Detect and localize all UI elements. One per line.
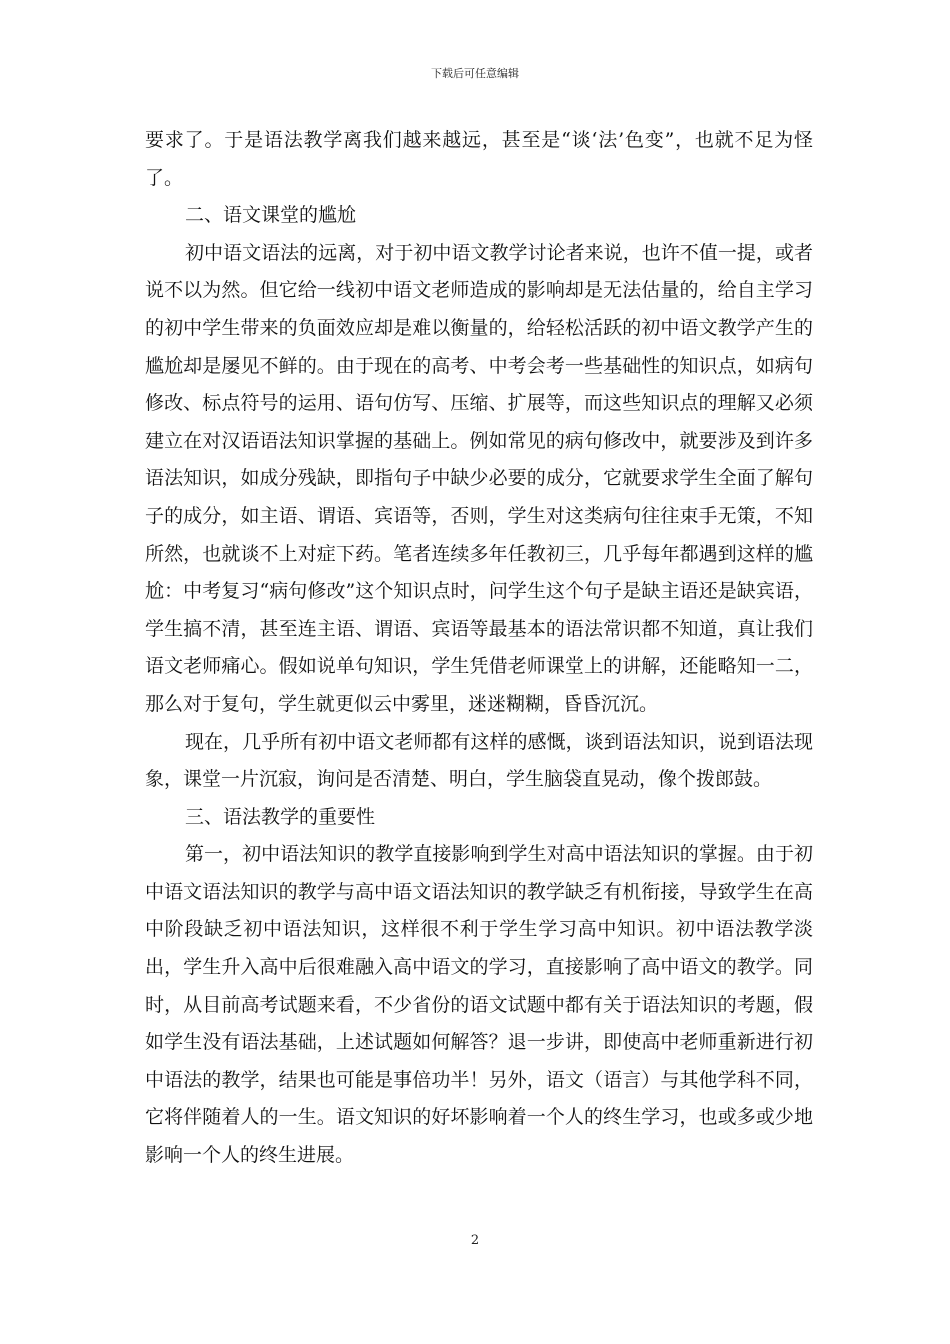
paragraph: 现在，几乎所有初中语文老师都有这样的感慨，谈到语法知识，说到语法现象，课堂一片沉寂，询问是否清楚、明白，学生脑袋直晃动，像个拨郎鼓。 (145, 730, 813, 791)
paragraph: 初中语文语法的远离，对于初中语文教学讨论者来说，也许不值一提，或者说不以为然。但它给一线初中语文老师造成的影响却是无法估量的，给自主学习的初中学生带来的负面效应却是难以衡量的，给轻松活跃的初中语文教学产生的尴尬却是屡见不鲜的。由于现在的高考、中考会考一些基础性的知识点，如病句修改、标点符号的运用、语句仿写、压缩、扩展等，而这些知识点的理解又必须建立在对汉语语法知识掌握的基础上。例如常见的病句修改中，就要涉及到许多语法知识，如成分残缺，即指句子中缺少必要的成分，它就要求学生全面了解句子的成分，如主语、谓语、宾语等，否则，学生对这类病句往往束手无策，不知所然，也就谈不上对症下药。笔者连续多年任教初三，几乎每年都遇到这样的尴尬：中考复习“病句修改”这个知识点时，问学生这个句子是缺主语还是缺宾语，学生搞不清，甚至连主语、谓语、宾语等最基本的语法常识都不知道，真让我们语文老师痛心。假如说单句知识，学生凭借老师课堂上的讲解，还能略知一二，那么对于复句，学生就更似云中雾里，迷迷糊糊，昏昏沉沉。 (145, 241, 813, 715)
document-body (145, 122, 813, 1175)
section-heading-3: 三、语法教学的重要性 (185, 805, 376, 828)
paragraph-continuation: 要求了。于是语法教学离我们越来越远，甚至是“谈‘法’色变”，也就不足为怪了。 (145, 129, 813, 189)
section-heading-2: 二、语文课堂的尴尬 (185, 204, 357, 227)
page-number: 2 (470, 1233, 480, 1248)
page-header: 下载后可任意编辑 (431, 67, 519, 80)
paragraph: 第一，初中语法知识的教学直接影响到学生对高中语法知识的掌握。由于初中语文语法知识的教学与高中语文语法知识的教学缺乏有机衔接，导致学生在高中阶段缺乏初中语法知识，这样很不利于学生学习高中知识。初中语法教学淡出，学生升入高中后很难融入高中语文的学习，直接影响了高中语文的教学。同时，从目前高考试题来看，不少省份的语文试题中都有关于语法知识的考题，假如学生没有语法基础，上述试题如何解答？退一步讲，即使高中老师重新进行初中语法的教学，结果也可能是事倍功半！另外，语文（语言）与其他学科不同，它将伴随着人的一生。语文知识的好坏影响着一个人的终生学习，也或多或少地影响一个人的终生进展。 (145, 843, 813, 1167)
